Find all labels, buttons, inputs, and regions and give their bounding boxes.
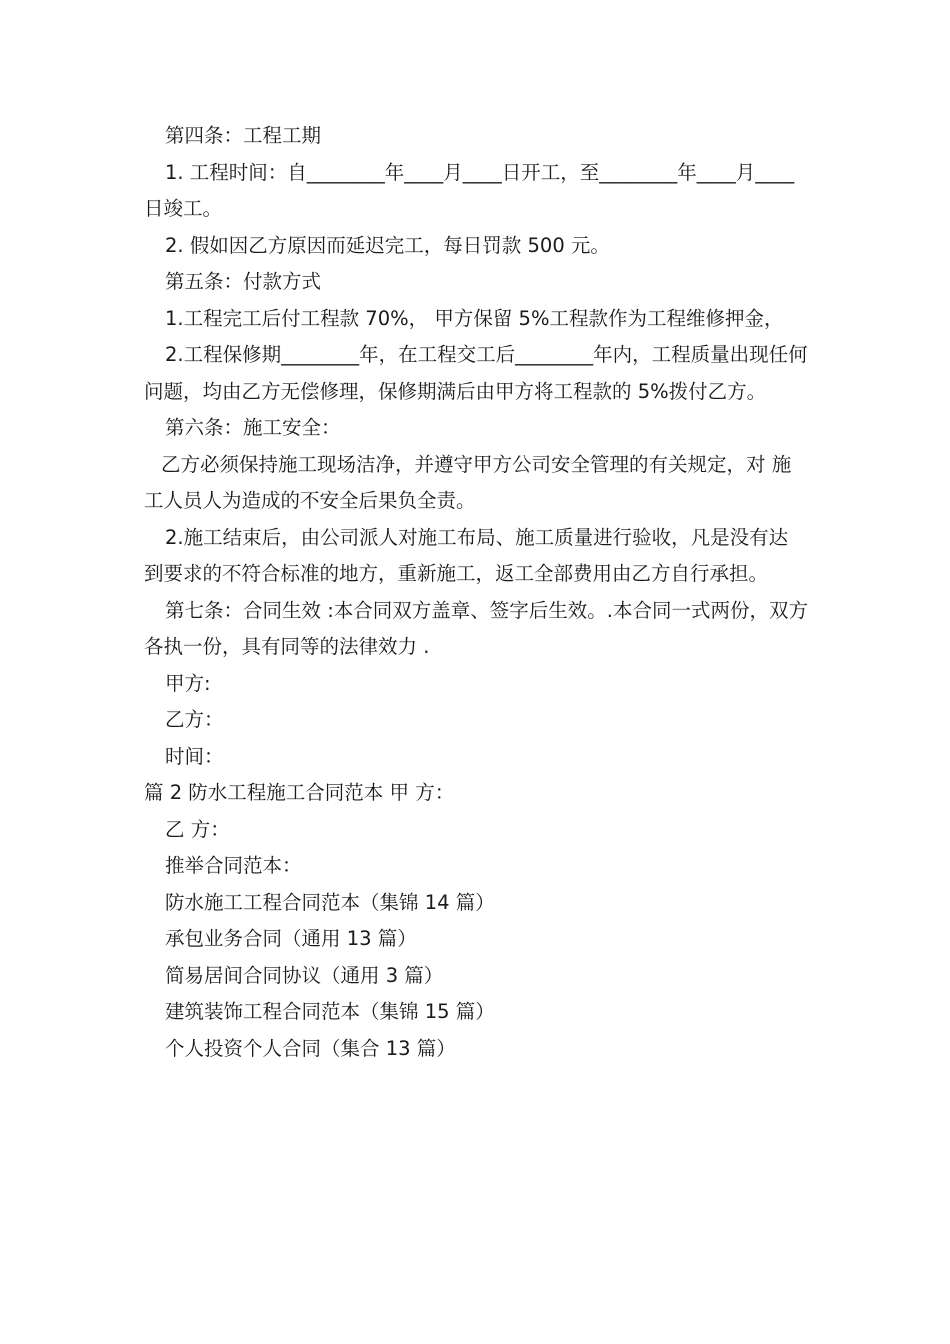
article-4-item-1: 1. 工程时间：自________年____月____日开工，至________年____月____日竣工。: [144, 160, 795, 220]
recommend-item: 承包业务合同（通用 13 篇）: [165, 927, 417, 950]
section-2-title: 篇 2 防水工程施工合同范本 甲 方：: [144, 781, 455, 804]
recommend-item: 个人投资个人合同（集合 13 篇）: [165, 1036, 456, 1060]
party-b-line: 乙方：: [165, 708, 224, 731]
article-5-item-2: 2.工程保修期________年，在工程交工后________年内，工程质量出现任何问题，均由乙方无偿修理，保修期满后由甲方将工程款的 5%拨付乙方。: [144, 343, 808, 403]
document-page: [144, 118, 808, 1067]
article-7: 第七条：合同生效 :本合同双方盖章、签字后生效。.本合同一式两份，双方各执一份，具有同等的法律效力 .: [144, 598, 808, 658]
party-a-line: 甲方:: [165, 671, 211, 695]
article-4-item-2: 2. 假如因乙方原因而延迟完工，每日罚款 500 元。: [165, 233, 610, 257]
article-6-heading: 第六条：施工安全：: [165, 416, 341, 439]
article-5-item-1: 1.工程完工后付工程款 70%， 甲方保留 5%工程款作为工程维修押金，: [165, 306, 784, 330]
recommend-item: 简易居间合同协议（通用 3 篇）: [165, 963, 444, 987]
article-6-item-2: 2.施工结束后，由公司派人对施工布局、施工质量进行验收，凡是没有达 到要求的不符合标准的地方，重新施工，返工全部费用由乙方自行承担。: [144, 525, 789, 585]
recommend-item: 防水施工工程合同范本（集锦 14 篇）: [165, 890, 495, 914]
section-2-party-b: 乙 方：: [165, 817, 230, 841]
article-5-heading: 第五条：付款方式: [165, 270, 322, 293]
recommend-item: 建筑装饰工程合同范本（集锦 15 篇）: [165, 1000, 495, 1023]
article-6-item-1: 乙方必须保持施工现场洁净，并遵守甲方公司安全管理的有关规定，对 施工人员人为造成的不安全后果负全责。: [144, 452, 792, 512]
recommend-heading: 推举合同范本：: [165, 854, 302, 877]
date-line: 时间：: [165, 744, 224, 768]
article-4-heading: 第四条：工程工期: [165, 124, 322, 147]
